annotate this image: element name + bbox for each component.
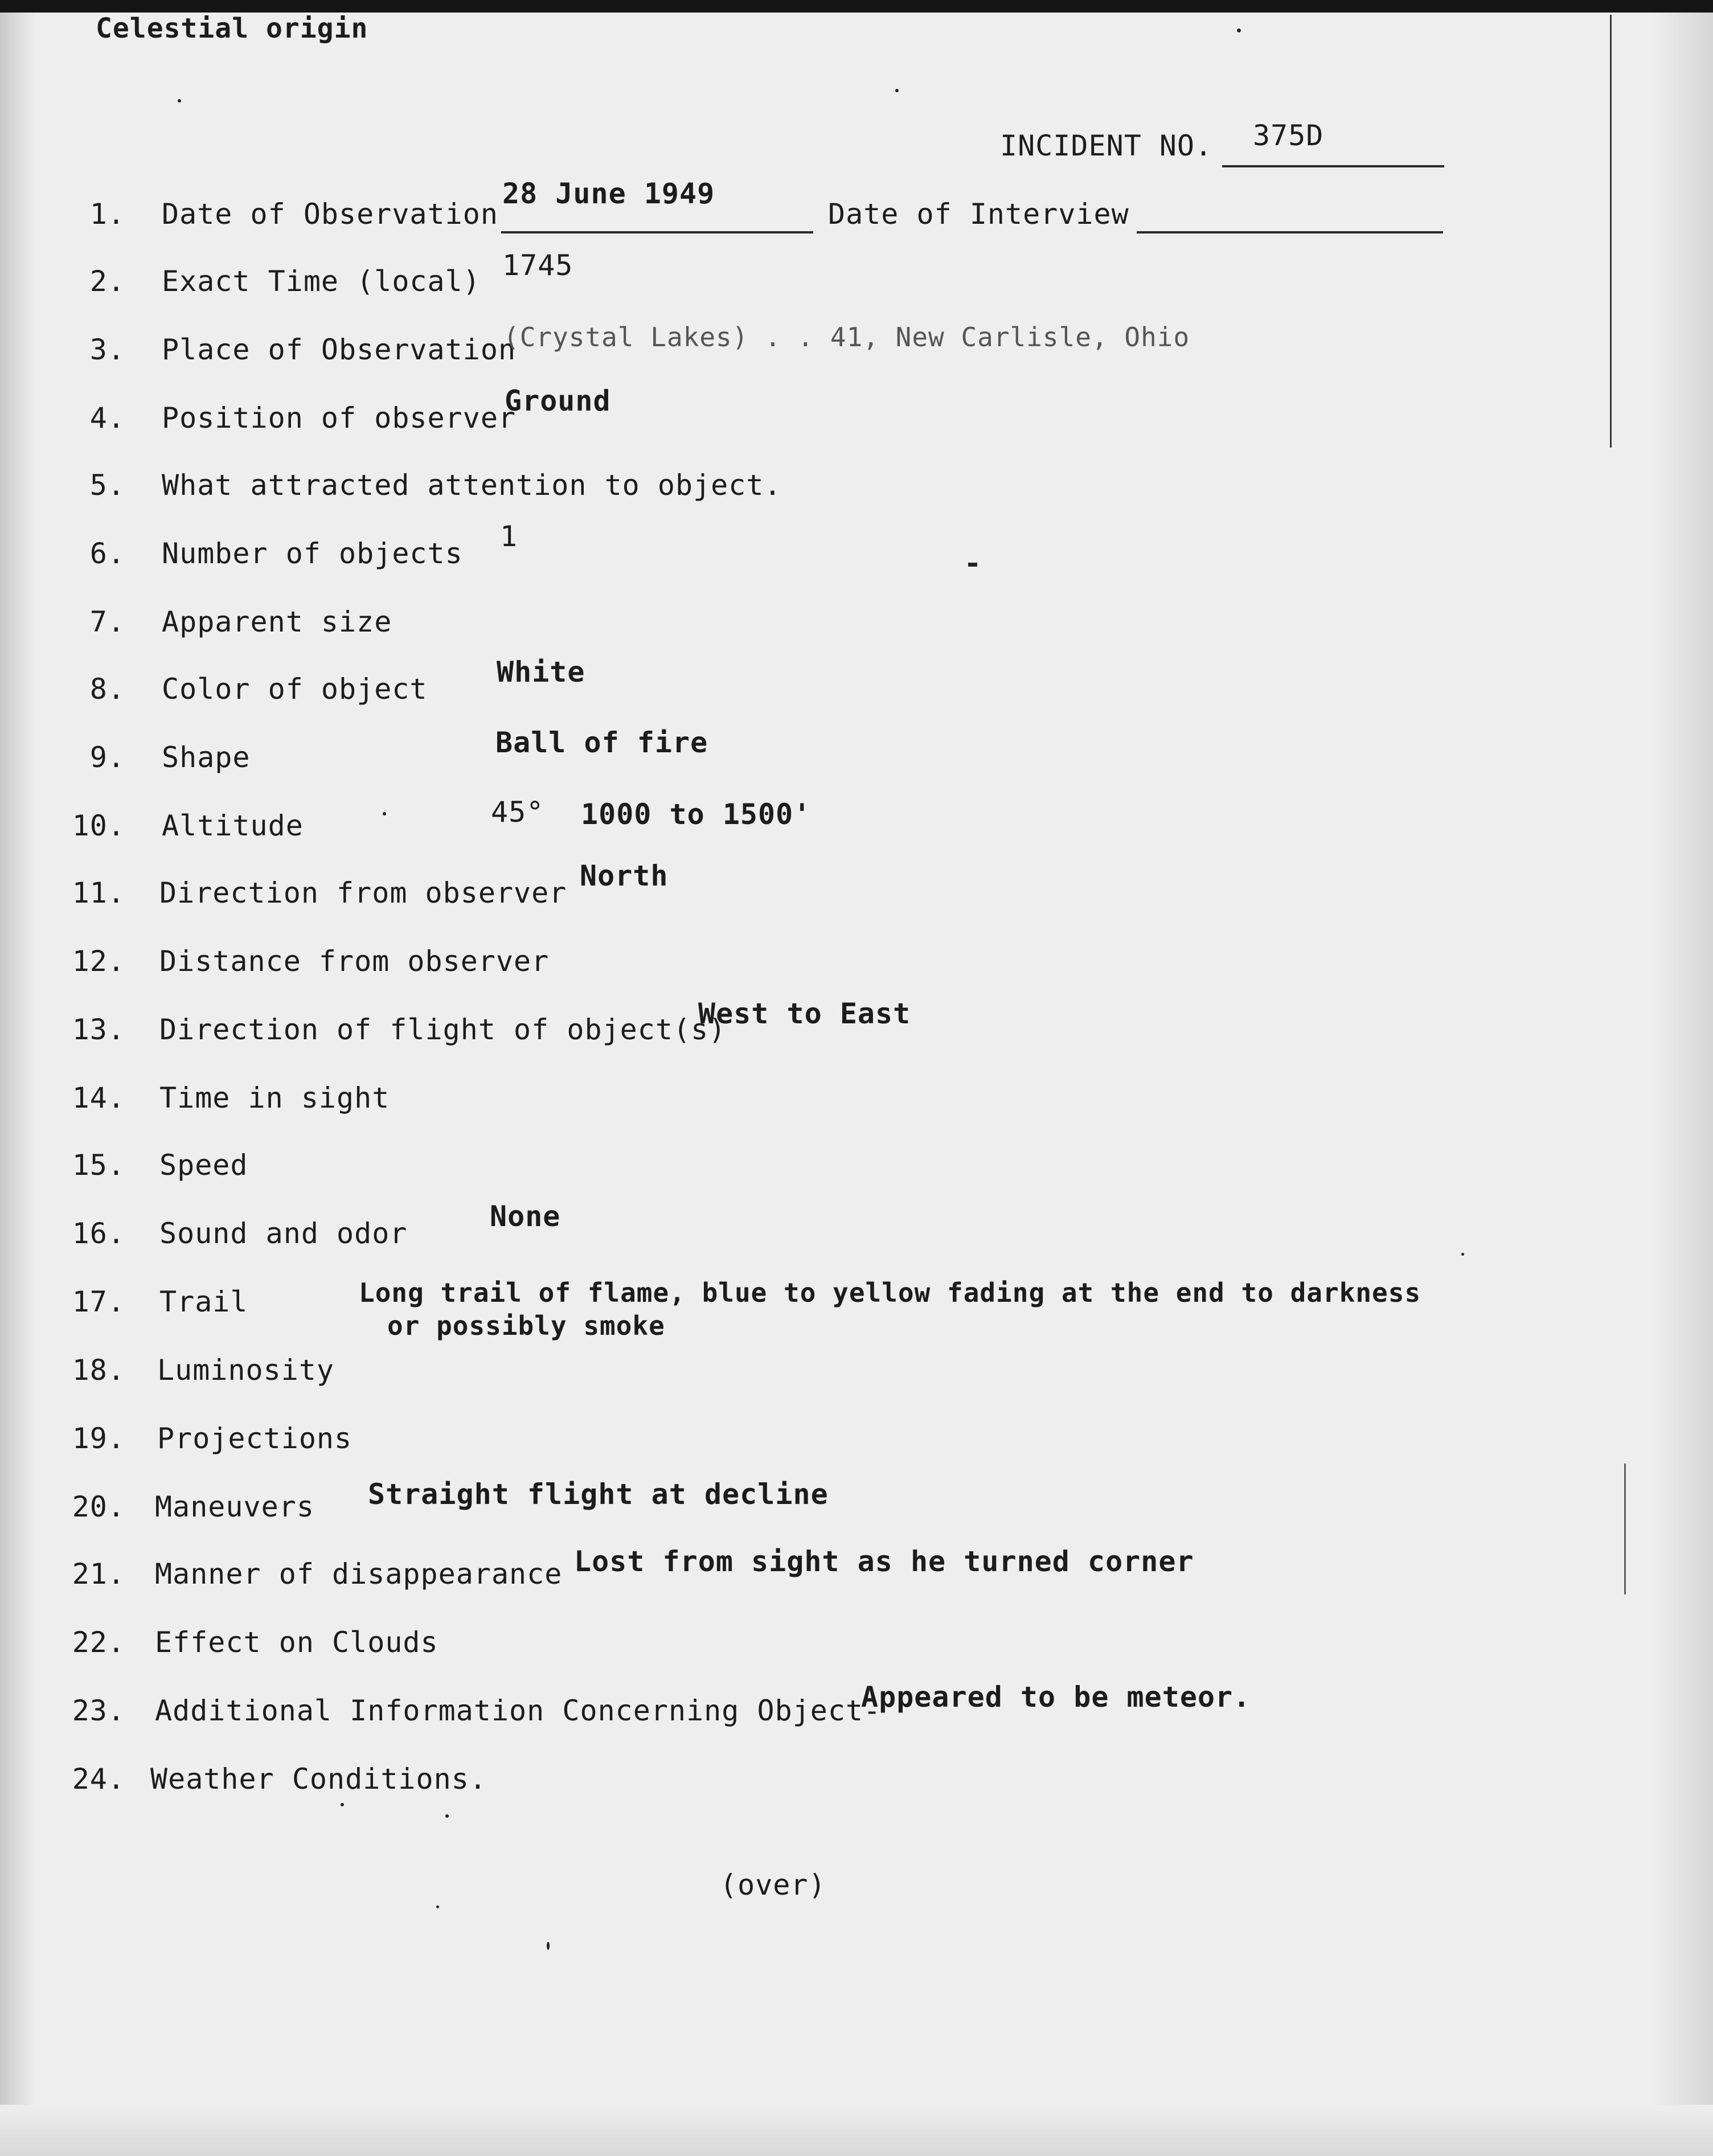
field-label-altitude: Altitude [162,809,304,842]
item-number: 5. [89,469,125,502]
scan-speck [895,89,899,92]
field-value-color-of-object: White [497,655,585,688]
field-value-place-of-observation: (Crystal Lakes) . . 41, New Carlisle, Ohio [503,322,1190,352]
field-label-position-of-observer: Position of observer [162,401,517,435]
field-value-trail-continued: or possibly smoke [387,1310,665,1341]
item-number: 18. [72,1354,125,1387]
margin-rule-lower [1624,1464,1626,1595]
field-label-maneuvers: Maneuvers [155,1490,314,1523]
field-label-additional-information: Additional Information Concerning Object- [155,1694,882,1727]
field-label-date-of-observation: Date of Observation [162,198,498,231]
item-number: 2. [89,265,125,298]
field-label-sound-and-odor: Sound and odor [159,1217,408,1250]
incident-number-underline [1222,165,1444,167]
field-value-additional-information: Appeared to be meteor. [861,1680,1251,1714]
scan-speck [178,99,181,103]
field-value-maneuvers: Straight flight at decline [368,1478,829,1511]
item-number: 14. [72,1081,125,1114]
field-value-position-of-observer: Ground [505,384,611,417]
item-number: 8. [89,673,125,706]
item-number: 1. [89,198,125,231]
field-label-direction-of-flight: Direction of flight of object(s) [159,1013,727,1046]
field-value-shape: Ball of fire [495,726,708,759]
item-number: 22. [72,1626,125,1659]
field-label-color-of-object: Color of object [162,673,428,706]
item-number: 11. [72,876,125,909]
field-label-manner-of-disappearance: Manner of disappearance [155,1557,563,1591]
field-label-distance-from-observer: Distance from observer [159,945,550,978]
margin-rule-upper [1610,15,1612,448]
scan-speck [547,1942,550,1950]
field-value-direction-of-flight: West to East [698,997,911,1030]
item-number: 12. [72,945,125,978]
field-label-trail: Trail [159,1285,248,1318]
field-value-number-of-objects: 1 [500,520,518,553]
field-label-luminosity: Luminosity [157,1354,335,1387]
field-value-sound-and-odor: None [490,1200,561,1233]
item-number: 24. [72,1762,125,1796]
field-value-manner-of-disappearance: Lost from sight as he turned corner [574,1545,1194,1578]
scan-speck [341,1803,344,1806]
item-number: 6. [89,537,125,570]
scan-speck [445,1814,449,1818]
scan-speck [1461,1253,1464,1256]
footer-over: (over) [720,1868,826,1901]
scan-speck [1237,28,1241,32]
date-of-observation-underline [501,231,813,233]
field-value-exact-time: 1745 [502,249,573,282]
field-value-altitude-angle: 45° [491,796,544,829]
scan-bottom-shade [0,2105,1713,2156]
scan-left-shadow [0,13,35,2156]
field-label-shape: Shape [162,741,251,774]
date-of-interview-underline [1137,231,1443,233]
field-label-what-attracted-attention: What attracted attention to object. [162,469,782,502]
item-number: 13. [72,1013,125,1046]
field-label-speed: Speed [159,1149,248,1182]
field-label-exact-time: Exact Time (local) [162,265,481,298]
field-value-date-of-observation: 28 June 1949 [502,177,715,210]
stray-mark [968,563,977,567]
field-label-weather-conditions: Weather Conditions. [150,1762,487,1796]
field-value-trail: Long trail of flame, blue to yellow fading at the end to darkness [359,1277,1421,1308]
scan-speck [436,1905,439,1908]
item-number: 3. [89,333,125,366]
incident-number-label: INCIDENT NO. [1000,129,1213,162]
field-label-direction-from-observer: Direction from observer [159,876,567,909]
item-number: 16. [72,1217,125,1250]
field-value-direction-from-observer: North [580,859,669,892]
field-label-number-of-objects: Number of objects [162,537,463,570]
field-label-time-in-sight: Time in sight [159,1081,390,1114]
scan-right-shadow [1650,13,1713,2156]
field-label-place-of-observation: Place of Observation [162,333,517,366]
scan-speck [383,812,386,815]
field-label-effect-on-clouds: Effect on Clouds [155,1626,439,1659]
item-number: 21. [72,1557,125,1591]
item-number: 19. [72,1422,125,1455]
item-number: 17. [72,1285,125,1318]
item-number: 20. [72,1490,125,1523]
field-label-apparent-size: Apparent size [162,605,392,638]
item-number: 9. [89,741,125,774]
item-number: 7. [89,605,125,638]
incident-number-value: 375D [1253,119,1324,152]
item-number: 10. [72,809,125,842]
document-header: Celestial origin [96,13,368,44]
item-number: 4. [89,401,125,435]
field-label-date-of-interview: Date of Interview [828,198,1129,231]
item-number: 23. [72,1694,125,1727]
item-number: 15. [72,1149,125,1182]
field-label-projections: Projections [157,1422,353,1455]
field-value-altitude-height: 1000 to 1500' [581,798,812,831]
scan-top-edge [0,0,1713,13]
